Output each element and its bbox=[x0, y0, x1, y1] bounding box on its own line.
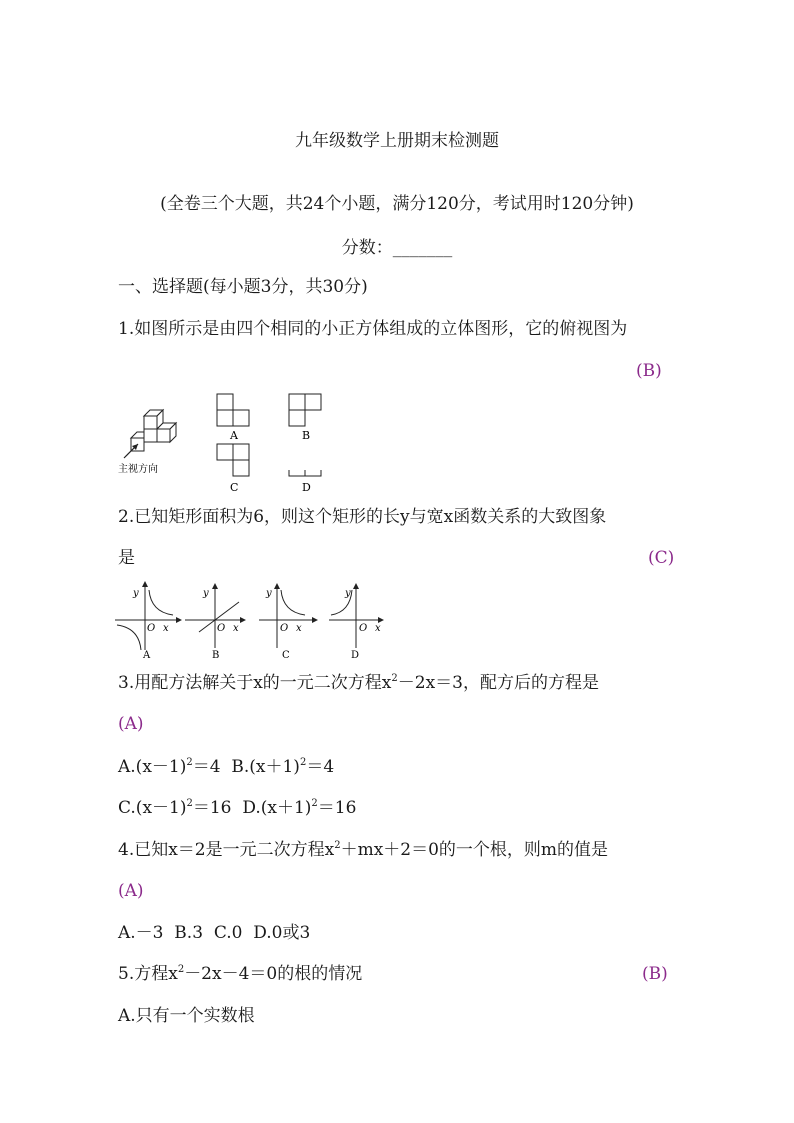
section-heading: 一、选择题(每小题3分，共30分) bbox=[118, 277, 368, 297]
option-b-figure bbox=[289, 394, 321, 426]
page-title: 九年级数学上册期末检测题 bbox=[295, 131, 499, 151]
question-1-answer: (B) bbox=[636, 361, 662, 381]
question-2-text: 2.已知矩形面积为6，则这个矩形的长y与宽x函数关系的大致图象 bbox=[118, 507, 607, 527]
graph-a bbox=[115, 582, 181, 650]
option-d-label: D bbox=[302, 481, 311, 494]
view-direction-label: 主视方向 bbox=[118, 464, 158, 475]
graph-c-y-label: y bbox=[266, 588, 272, 599]
graph-b-label: B bbox=[212, 650, 220, 660]
graph-a-y-label: y bbox=[133, 588, 139, 599]
graph-a-origin: O bbox=[147, 623, 156, 634]
graph-a-x-label: x bbox=[163, 623, 169, 634]
graph-d-origin: O bbox=[359, 623, 368, 634]
graph-d bbox=[329, 584, 383, 648]
graph-d-label: D bbox=[351, 650, 360, 660]
graph-c-x-label: x bbox=[296, 623, 302, 634]
question-4-answer: (A) bbox=[118, 881, 144, 901]
graph-c-origin: O bbox=[280, 623, 289, 634]
graph-b-origin: O bbox=[217, 623, 226, 634]
graph-b bbox=[185, 584, 245, 648]
graph-d-x-label: x bbox=[375, 623, 381, 634]
question-1-text: 1.如图所示是由四个相同的小正方体组成的立体图形，它的俯视图为 bbox=[118, 319, 628, 339]
exam-subtitle: (全卷三个大题，共24个小题，满分120分，考试用时120分钟) bbox=[160, 194, 634, 214]
graph-b-x-label: x bbox=[233, 623, 239, 634]
option-c-label: C bbox=[230, 481, 239, 494]
graph-c-label: C bbox=[282, 650, 290, 660]
graph-a-label: A bbox=[143, 650, 151, 660]
question-4-options: A.－3 B.3 C.0 D.0或3 bbox=[118, 923, 311, 943]
question-2-text-cont: 是 bbox=[118, 548, 135, 568]
question-2-graphs bbox=[113, 578, 393, 660]
question-4-text: 4.已知x＝2是一元二次方程$x^2+mx+2=0$的一个根，则m的值是 bbox=[118, 840, 609, 860]
question-3-answer: (A) bbox=[118, 714, 144, 734]
graph-b-y-label: y bbox=[203, 588, 209, 599]
option-a-label: A bbox=[230, 429, 238, 442]
graph-d-y-label: y bbox=[345, 588, 351, 599]
question-3-options-cd: $C.(x-1)^2=16$ $D.(x+1)^2=16$ bbox=[118, 798, 357, 818]
question-2-answer: (C) bbox=[648, 548, 675, 568]
question-5-option-a: A.只有一个实数根 bbox=[118, 1006, 255, 1026]
option-b-label: B bbox=[302, 429, 311, 442]
question-5-answer: (B) bbox=[642, 964, 668, 984]
score-field: 分数：_______ bbox=[341, 238, 453, 258]
question-3-text: 3.用配方法解关于x的一元二次方程$x^2-2x=3$，配方后的方程是 bbox=[118, 673, 600, 693]
question-3-options-ab: $A.(x-1)^2=4$ $B.(x+1)^2=4$ bbox=[118, 757, 335, 777]
option-d-figure bbox=[289, 470, 321, 476]
option-a-figure bbox=[217, 394, 249, 426]
question-5-text: 5.方程$x^2-2x-4=0$的根的情况 bbox=[118, 964, 363, 984]
question-1-figure bbox=[116, 392, 356, 482]
